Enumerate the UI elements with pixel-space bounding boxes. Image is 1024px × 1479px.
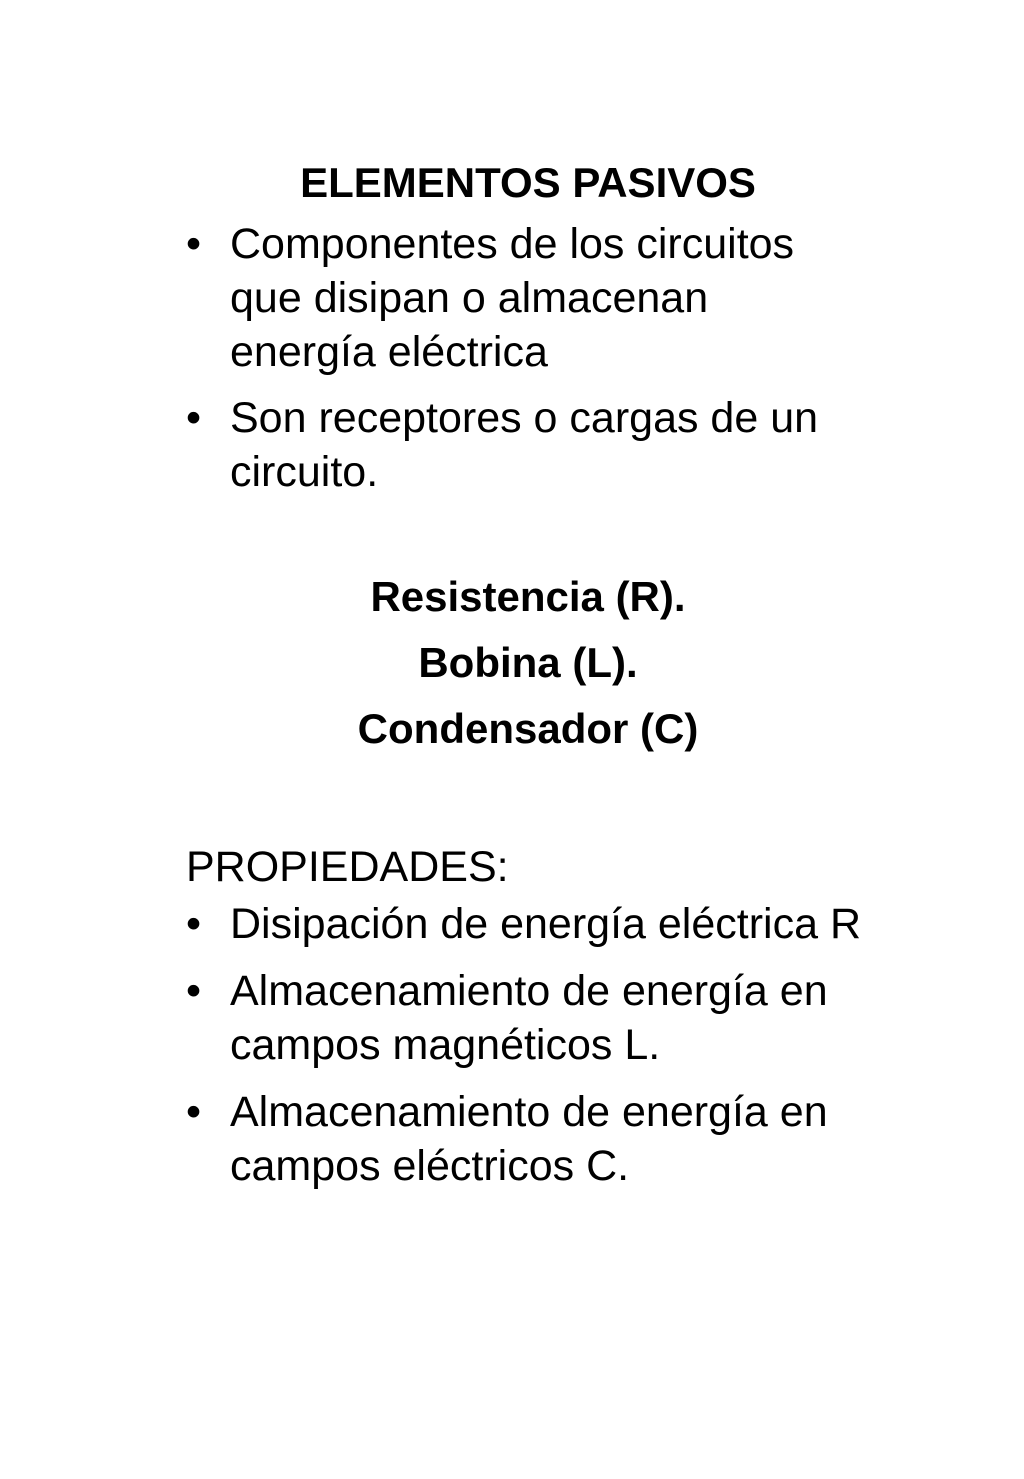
list-item (186, 391, 906, 499)
list-item-text: Son receptores o cargas de un circuito. (230, 394, 819, 496)
component-bobina: Bobina (L). (418, 639, 638, 686)
list-item (186, 964, 906, 1072)
bullet-icon: • (186, 394, 202, 442)
component-condensador: Condensador (C) (357, 705, 699, 752)
properties-list (186, 897, 906, 1193)
list-item-text: Almacenamiento de energía en campos eléctricos C. (230, 1088, 828, 1190)
bullet-icon: • (186, 900, 202, 948)
list-item (186, 217, 906, 379)
list-item-text: Disipación de energía eléctrica R (230, 900, 861, 948)
list-item-text: Componentes de los circuitos que disipan o almacenan energía eléctrica (230, 220, 795, 376)
list-item-text: Almacenamiento de energía en campos magnéticos L. (230, 967, 828, 1069)
list-item (186, 1085, 906, 1193)
component-resistencia: Resistencia (R). (370, 573, 686, 620)
bullet-icon: • (186, 220, 202, 268)
list-item (186, 897, 906, 951)
components-list (186, 564, 906, 762)
page-title: ELEMENTOS PASIVOS (300, 159, 756, 206)
properties-title: PROPIEDADES: (186, 843, 509, 891)
intro-list (186, 217, 906, 499)
bullet-icon: • (186, 967, 202, 1015)
bullet-icon: • (186, 1088, 202, 1136)
document-page (186, 150, 906, 1206)
